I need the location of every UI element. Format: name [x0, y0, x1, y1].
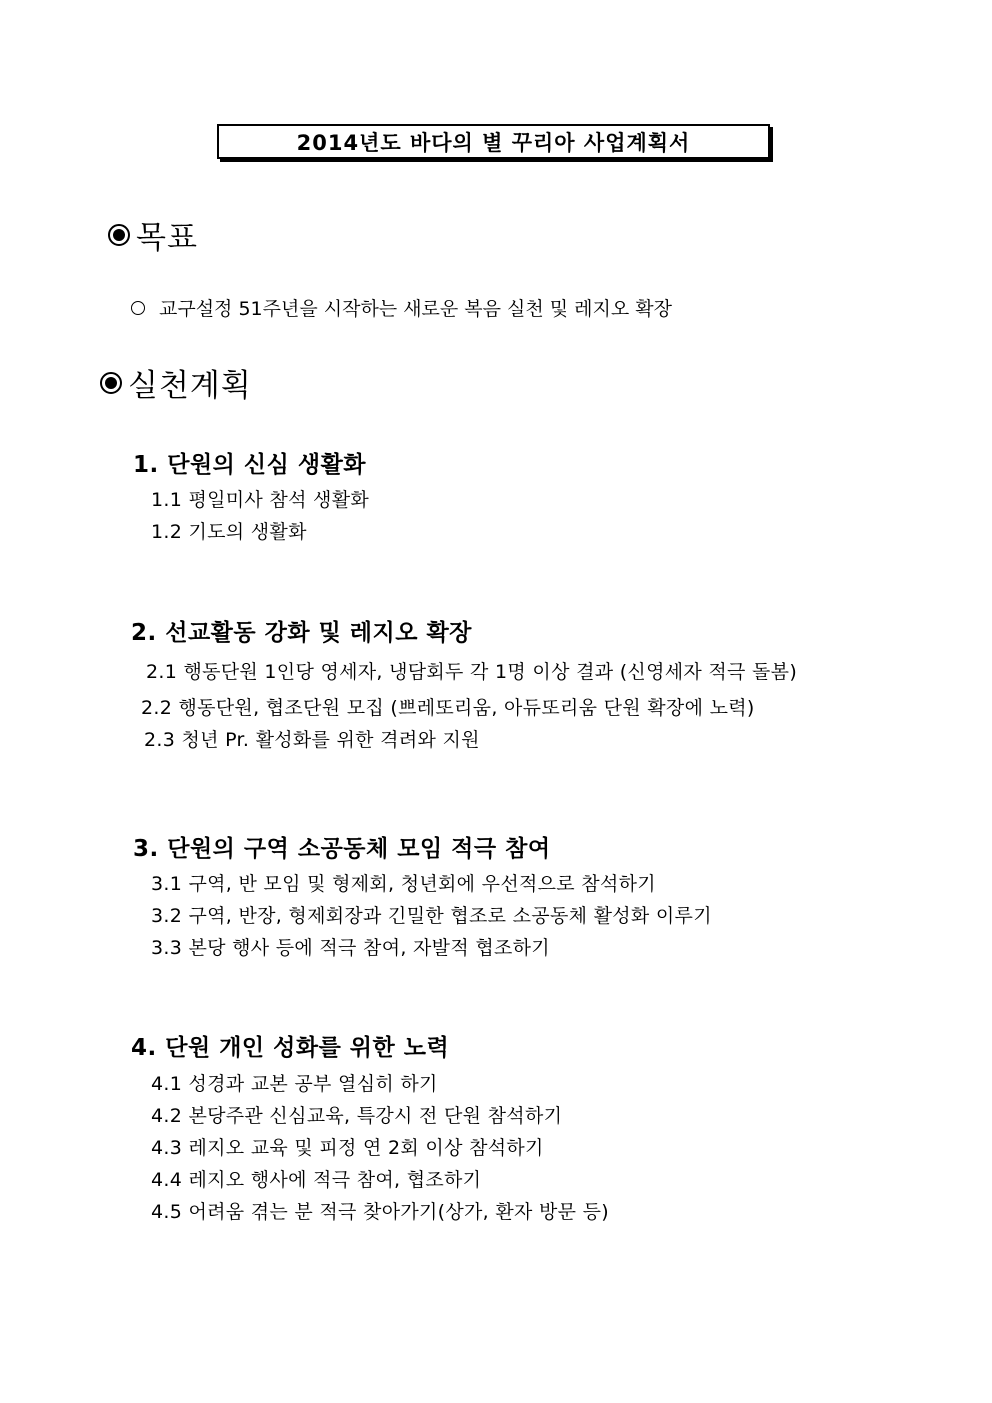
- list-item: 1.2 기도의 생활화: [151, 521, 307, 543]
- list-item: 2.2 행동단원, 협조단원 모집 (쁘레또리움, 아듀또리움 단원 확장에 노력): [141, 697, 755, 719]
- section-title: 1. 단원의 신심 생활화: [133, 452, 367, 478]
- fisheye-bullet-icon: [108, 224, 130, 246]
- plan-heading-text: 실천계획: [128, 368, 252, 404]
- list-item: 4.5 어려움 겪는 분 적극 찾아가기(상가, 환자 방문 등): [151, 1201, 610, 1223]
- goal-line: [131, 294, 672, 321]
- goal-heading: [108, 212, 198, 257]
- list-item: 3.1 구역, 반 모임 및 형제회, 청년회에 우선적으로 참석하기: [151, 873, 656, 895]
- list-item: 4.3 레지오 교육 및 피정 연 2회 이상 참석하기: [151, 1137, 544, 1159]
- list-item: 2.3 청년 Pr. 활성화를 위한 격려와 지원: [144, 729, 480, 751]
- list-item: 1.1 평일미사 참석 생활화: [151, 489, 370, 511]
- section-title: 4. 단원 개인 성화를 위한 노력: [131, 1035, 450, 1061]
- goal-text: 교구설정 51주년을 시작하는 새로운 복음 실천 및 레지오 확장: [159, 298, 672, 320]
- title-box: [217, 124, 770, 159]
- fisheye-bullet-icon: [100, 372, 122, 394]
- goal-heading-text: 목표: [136, 220, 198, 256]
- circle-bullet-icon: [131, 301, 145, 315]
- section-title: 3. 단원의 구역 소공동체 모임 적극 참여: [133, 836, 551, 862]
- list-item: 3.2 구역, 반장, 형제회장과 긴밀한 협조로 소공동체 활성화 이루기: [151, 905, 712, 927]
- list-item: 4.2 본당주관 신심교육, 특강시 전 단원 참석하기: [151, 1105, 563, 1127]
- list-item: 4.4 레지오 행사에 적극 참여, 협조하기: [151, 1169, 482, 1191]
- document-title: 2014년도 바다의 별 꾸리아 사업계획서: [296, 130, 691, 155]
- list-item: 2.1 행동단원 1인당 영세자, 냉담회두 각 1명 이상 결과 (신영세자 적극 돌봄): [146, 661, 798, 683]
- plan-heading: [100, 360, 252, 405]
- section-title: 2. 선교활동 강화 및 레지오 확장: [131, 620, 472, 646]
- list-item: 3.3 본당 행사 등에 적극 참여, 자발적 협조하기: [151, 937, 550, 959]
- list-item: 4.1 성경과 교본 공부 열심히 하기: [151, 1073, 438, 1095]
